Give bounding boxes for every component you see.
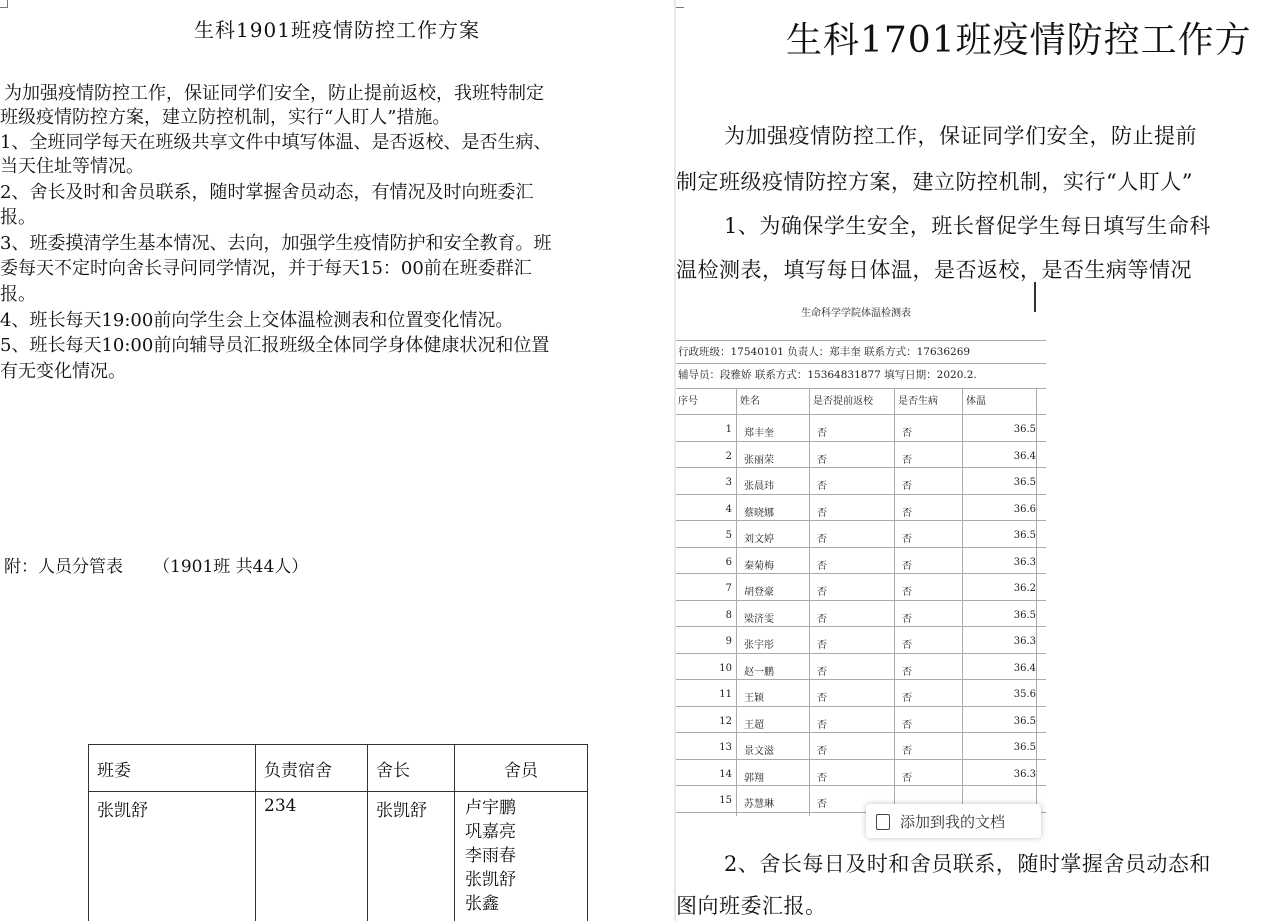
sheet-cell: 8 — [725, 609, 732, 621]
sheet-header-cell: 是否提前返校 — [813, 396, 873, 407]
sheet-rule — [676, 388, 1046, 389]
sheet-cell: 13 — [719, 742, 732, 753]
sheet-rule — [676, 732, 1046, 733]
left-line-4: 当天住址等情况。 — [0, 156, 144, 177]
sheet-cell: 否 — [817, 693, 827, 704]
annex-caption — [4, 552, 308, 577]
sheet-column-rule — [894, 388, 895, 816]
sheet-cell: 2 — [725, 450, 732, 462]
sheet-cell: 张晨玮 — [744, 481, 774, 492]
cell-members — [455, 792, 588, 921]
sheet-rule — [676, 547, 1046, 548]
sheet-cell: 张宇彤 — [744, 640, 774, 651]
member-name: 李雨春 — [465, 846, 516, 866]
left-line-7: 3、班委摸清学生基本情况、去向，加强学生疫情防护和安全教育。班 — [0, 233, 552, 254]
sheet-rule — [676, 441, 1046, 442]
sheet-cell: 1 — [725, 424, 732, 435]
sheet-rule — [676, 653, 1046, 654]
sheet-rule — [676, 626, 1046, 627]
sheet-cell: 5 — [725, 530, 732, 541]
left-line-10: 4、班长每天19:00前向学生会上交体温检测表和位置变化情况。 — [0, 310, 514, 331]
sheet-rule — [676, 785, 1046, 786]
sheet-cell: 否 — [817, 613, 827, 625]
crop-mark — [0, 0, 8, 8]
member-name: 张鑫 — [465, 894, 499, 914]
left-line-6: 报。 — [0, 207, 36, 228]
left-line-1: 为加强疫情防控工作，保证同学们安全，防止提前返校，我班特制定 — [4, 83, 544, 104]
sheet-cell: 否 — [902, 534, 912, 545]
left-line-3: 1、全班同学每天在班级共享文件中填写体温、是否返校、是否生病、 — [0, 132, 552, 153]
sheet-cell: 36.5 — [1013, 477, 1036, 488]
sheet-cell: 否 — [817, 640, 827, 651]
sheet-cell: 郑丰奎 — [744, 428, 774, 439]
sheet-cell: 否 — [902, 587, 912, 598]
sheet-cell: 赵一鹏 — [744, 666, 774, 678]
sheet-cell: 否 — [817, 507, 827, 519]
sheet-cell: 否 — [902, 746, 912, 757]
sheet-cell: 苏慧琳 — [744, 799, 774, 810]
member-name: 张凯舒 — [465, 870, 516, 890]
sheet-rule — [676, 520, 1046, 521]
member-name: 巩嘉亮 — [465, 822, 516, 842]
sheet-cell: 刘文婷 — [744, 534, 774, 545]
header-head: 舍长 — [368, 745, 455, 792]
sheet-cell: 36.5 — [1013, 609, 1036, 621]
sheet-cell: 王超 — [744, 719, 764, 731]
temperature-sheet-image — [676, 282, 1046, 834]
sheet-cell: 否 — [902, 560, 912, 572]
sheet-cell: 张丽荣 — [744, 454, 774, 466]
right-line-4: 温检测表，填写每日体温，是否返校，是否生病等情况 — [676, 258, 1192, 282]
sheet-cell: 36.3 — [1013, 556, 1036, 568]
sheet-cell: 景文滋 — [744, 746, 774, 757]
left-line-8: 委每天不定时向舍长寻问同学情况，并于每天15：00前在班委群汇 — [0, 258, 532, 279]
sheet-cell: 15 — [719, 795, 732, 806]
dorm-assignment-table — [88, 744, 588, 921]
left-line-9: 报。 — [0, 284, 36, 305]
sheet-cell: 否 — [902, 481, 912, 492]
right-line-1: 为加强疫情防控工作，保证同学们安全，防止提前 — [724, 124, 1197, 148]
right-title: 生科1701班疫情防控工作方 — [786, 20, 1252, 61]
sheet-cell: 胡登豪 — [744, 587, 774, 598]
left-line-5: 2、舍长及时和舍员联系，随时掌握舍员动态，有情况及时向班委汇 — [0, 182, 534, 203]
sheet-cell: 36.5 — [1013, 424, 1036, 435]
sheet-cell: 36.5 — [1013, 742, 1036, 753]
header-committee: 班委 — [89, 745, 256, 792]
sheet-cell: 否 — [817, 666, 827, 678]
sheet-rule — [676, 706, 1046, 707]
sheet-header-cell: 体温 — [966, 396, 986, 407]
sheet-cell: 36.5 — [1013, 715, 1036, 727]
right-line-5: 2、舍长每日及时和舍员联系，随时掌握舍员动态和 — [724, 852, 1211, 876]
sheet-cell: 否 — [817, 481, 827, 492]
sheet-cell: 36.5 — [1013, 530, 1036, 541]
sheet-cell: 否 — [902, 507, 912, 519]
sheet-rule — [676, 340, 1046, 341]
sheet-cell: 否 — [817, 799, 827, 810]
sheet-cell: 否 — [817, 746, 827, 757]
table-row — [89, 792, 588, 921]
sheet-cell: 10 — [719, 662, 732, 674]
sheet-cell: 4 — [725, 503, 732, 515]
sheet-cell: 36.3 — [1013, 768, 1036, 780]
right-line-6: 图向班委汇报。 — [676, 894, 827, 918]
sheet-column-rule — [736, 388, 737, 816]
sheet-column-rule — [809, 388, 810, 816]
sheet-cell: 36.4 — [1013, 450, 1036, 462]
sheet-cell: 3 — [725, 477, 732, 488]
sheet-cell: 否 — [902, 454, 912, 466]
sheet-info-2: 辅导员：段雅娇 联系方式：15364831877 填写日期：2020.2. — [678, 369, 977, 381]
sheet-cell: 王颖 — [744, 693, 764, 704]
sheet-cell: 否 — [817, 454, 827, 466]
sheet-cell: 11 — [719, 689, 732, 700]
sheet-rule — [676, 759, 1046, 760]
sheet-cell: 7 — [725, 583, 732, 594]
left-line-11: 5、班长每天10:00前向辅导员汇报班级全体同学身体健康状况和位置 — [0, 335, 550, 356]
cell-committee: 张凯舒 — [89, 792, 256, 921]
sheet-column-rule — [962, 388, 963, 816]
sheet-cell: 12 — [719, 715, 732, 727]
sheet-cell: 14 — [719, 768, 732, 780]
sheet-column-rule — [1036, 388, 1037, 816]
sheet-cell: 否 — [902, 772, 912, 784]
sheet-cell: 否 — [817, 772, 827, 784]
annex-note: （1901班 共44人） — [153, 557, 309, 577]
document-icon — [876, 814, 890, 830]
sheet-cell: 蔡晓娜 — [744, 507, 774, 519]
sheet-cell: 否 — [817, 534, 827, 545]
add-to-my-docs-toast[interactable] — [866, 804, 1041, 838]
sheet-rule — [676, 467, 1046, 468]
sheet-rule — [676, 494, 1046, 495]
sheet-cell: 36.4 — [1013, 662, 1036, 674]
sheet-cell: 否 — [817, 428, 827, 439]
sheet-cell: 否 — [902, 613, 912, 625]
sheet-cell: 35.6 — [1013, 689, 1036, 700]
sheet-cell: 9 — [725, 636, 732, 647]
sheet-rule — [676, 600, 1046, 601]
header-members: 舍员 — [455, 745, 588, 792]
sheet-cell: 36.6 — [1013, 503, 1036, 515]
sheet-cell: 否 — [817, 560, 827, 572]
sheet-cell: 否 — [817, 587, 827, 598]
annex-label: 附：人员分管表 — [4, 557, 123, 577]
sheet-rule — [676, 363, 1046, 364]
sheet-cell: 否 — [902, 693, 912, 704]
left-line-12: 有无变化情况。 — [0, 361, 126, 382]
sheet-cell: 否 — [902, 640, 912, 651]
cell-head: 张凯舒 — [368, 792, 455, 921]
right-line-3: 1、为确保学生安全，班长督促学生每日填写生命科 — [724, 214, 1211, 238]
sheet-rule — [676, 414, 1046, 415]
sheet-title: 生命科学学院体温检测表 — [801, 308, 911, 319]
sheet-header-cell: 序号 — [678, 396, 698, 407]
left-line-2: 班级疫情防控方案，建立防控机制，实行“人盯人”措施。 — [0, 107, 451, 128]
member-name: 卢宇鹏 — [465, 798, 516, 818]
sheet-header-cell: 是否生病 — [898, 396, 938, 407]
sheet-rule — [676, 573, 1046, 574]
sheet-cell: 否 — [902, 666, 912, 678]
right-line-2: 制定班级疫情防控方案，建立防控机制，实行“人盯人” — [676, 170, 1193, 194]
left-title: 生科1901班疫情防控工作方案 — [194, 18, 480, 42]
header-dorm: 负责宿舍 — [256, 745, 368, 792]
sheet-cell: 否 — [902, 719, 912, 731]
sheet-cell: 郭翔 — [744, 772, 764, 784]
right-document — [676, 0, 1269, 921]
sheet-cell: 否 — [817, 719, 827, 731]
sheet-cell: 36.2 — [1013, 583, 1036, 594]
sheet-cell: 6 — [725, 556, 732, 568]
sheet-rule — [676, 679, 1046, 680]
sheet-cell: 36.3 — [1013, 636, 1036, 647]
crop-mark — [676, 0, 684, 8]
sheet-cell: 否 — [902, 428, 912, 439]
toast-label: 添加到我的文档 — [900, 813, 1006, 831]
sheet-info-1: 行政班级：17540101 负责人：郑丰奎 联系方式：17636269 — [678, 346, 971, 358]
sheet-cell: 梁济雯 — [744, 613, 774, 625]
cell-dorm: 234 — [256, 792, 368, 921]
sheet-cell: 秦菊梅 — [744, 560, 774, 572]
table-header-row — [89, 745, 588, 792]
sheet-header-cell: 姓名 — [740, 396, 760, 407]
